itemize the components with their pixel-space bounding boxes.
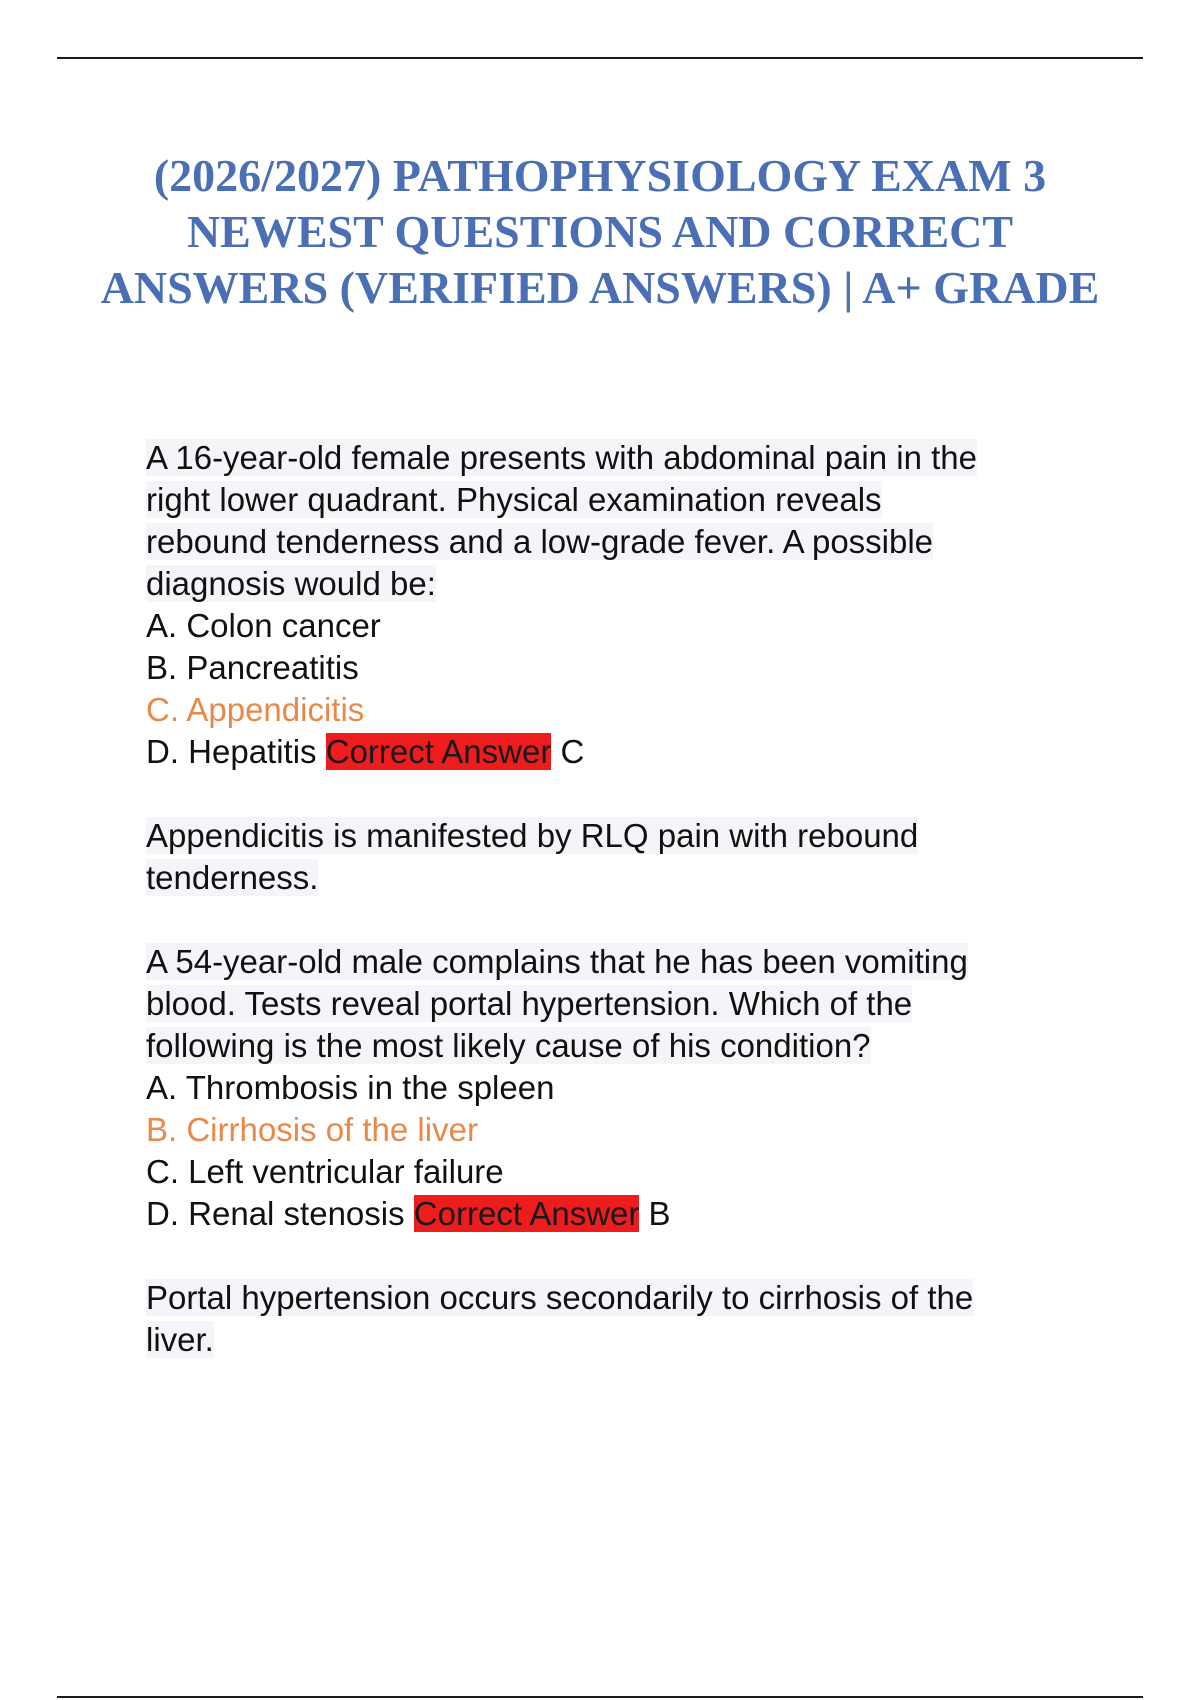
question-2-stem-line: A 54-year-old male complains that he has been vomiting [146,943,968,980]
rationale-line: Portal hypertension occurs secondarily to cirrhosis of the [146,1279,974,1316]
question-1-stem-line: diagnosis would be: [146,565,436,602]
question-2-option-a: A. Thrombosis in the spleen [146,1069,555,1106]
spacer [146,773,1086,815]
question-2-option-b-correct: B. Cirrhosis of the liver [146,1111,478,1148]
question-1 [146,437,1086,773]
spacer [146,1235,1086,1277]
question-content [146,437,1086,1361]
top-rule [57,57,1143,59]
question-1-option-d-row [146,731,1086,773]
question-2-option-c: C. Left ventricular failure [146,1153,504,1190]
rationale-line: liver. [146,1321,214,1358]
question-1-stem-line: rebound tenderness and a low-grade fever. A possible [146,523,934,560]
correct-answer-label: Correct Answer [413,1195,640,1232]
question-2-option-d: D. Renal stenosis [146,1195,405,1232]
document-title: (2026/2027) PATHOPHYSIOLOGY EXAM 3 NEWEST QUESTIONS AND CORRECT ANSWERS (VERIFIED ANSWERS) | A+ GRADE [100,150,1100,313]
correct-answer-letter: C [560,733,585,770]
question-1-option-a: A. Colon cancer [146,607,381,644]
question-1-rationale [146,815,1086,899]
question-2-stem-line: blood. Tests reveal portal hypertension. Which of the [146,985,913,1022]
spacer [146,899,1086,941]
question-1-option-b: B. Pancreatitis [146,649,359,686]
rationale-line: tenderness. [146,859,319,896]
question-2-rationale [146,1277,1086,1361]
question-1-option-d: D. Hepatitis [146,733,317,770]
rationale-line: Appendicitis is manifested by RLQ pain with rebound [146,817,919,854]
correct-answer-label: Correct Answer [325,733,552,770]
bottom-rule [57,1696,1143,1698]
question-2-option-d-row [146,1193,1086,1235]
question-1-option-c-correct: C. Appendicitis [146,691,365,728]
correct-answer-letter: B [648,1195,671,1232]
question-2-stem-line: following is the most likely cause of his condition? [146,1027,871,1064]
question-2 [146,941,1086,1235]
question-1-stem-line: right lower quadrant. Physical examination reveals [146,481,882,518]
question-1-stem-line: A 16-year-old female presents with abdominal pain in the [146,439,977,476]
